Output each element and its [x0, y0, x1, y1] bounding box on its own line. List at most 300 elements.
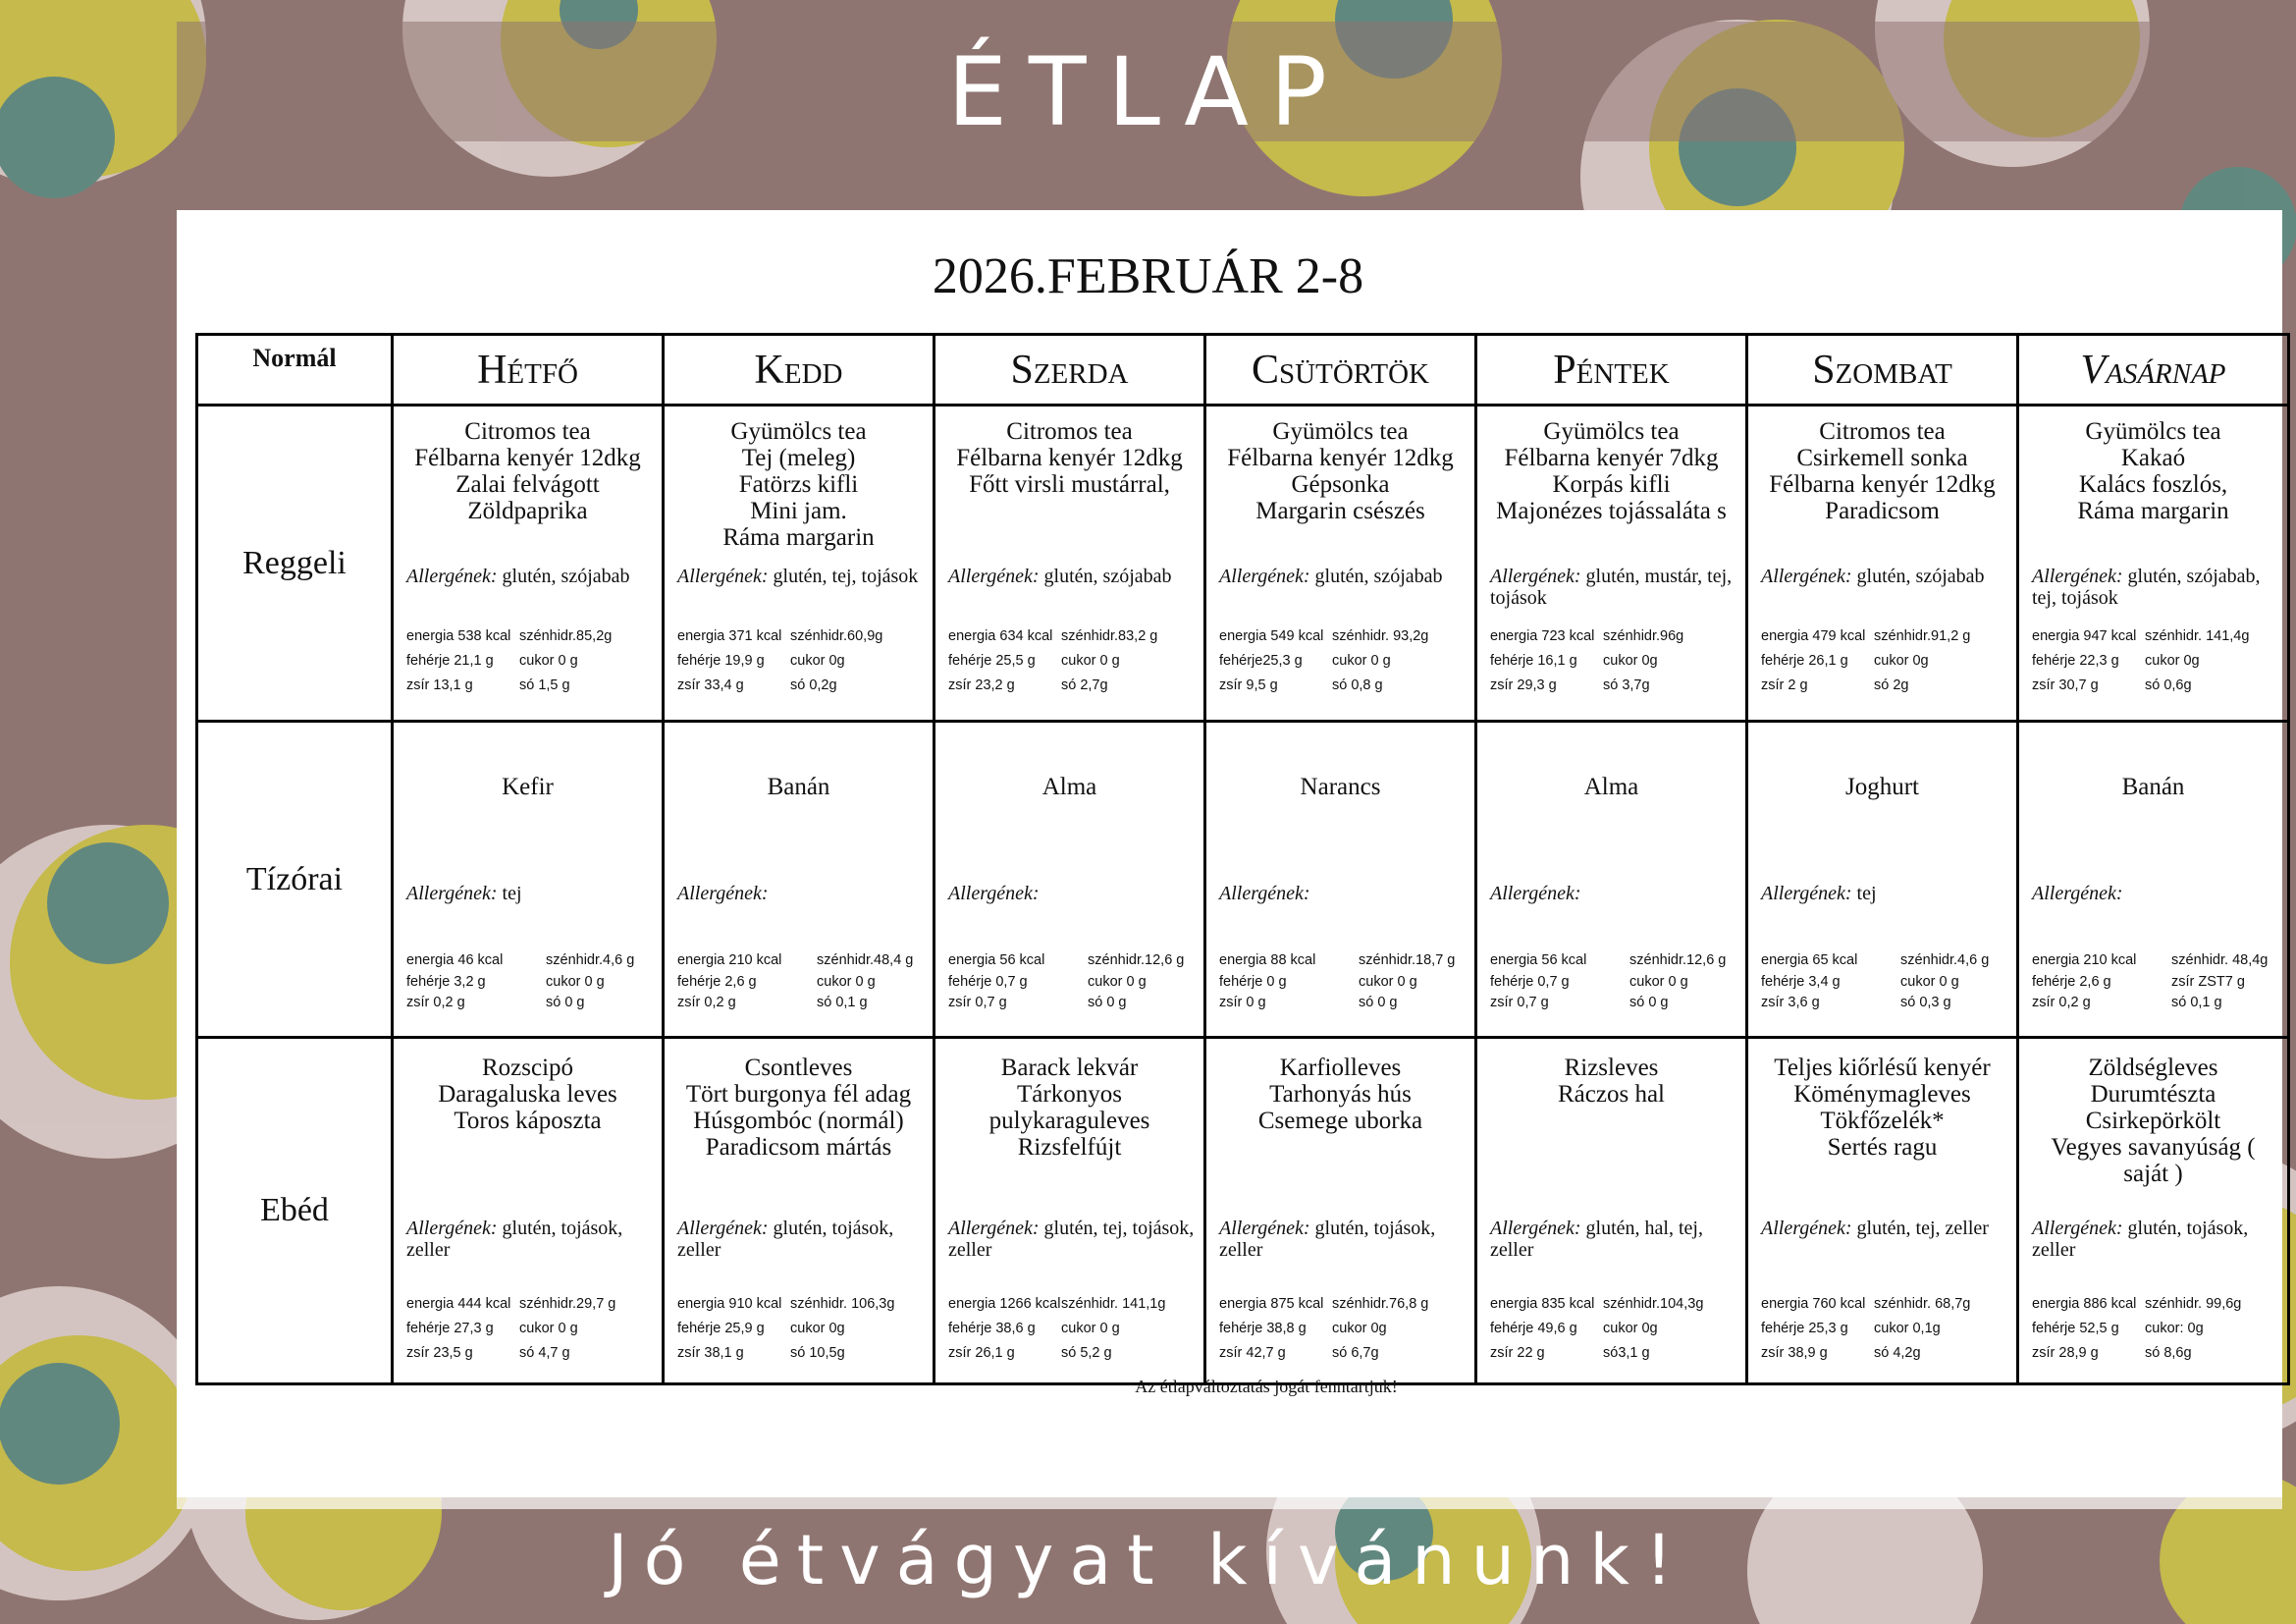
day-header: Kedd — [664, 335, 934, 406]
day-header: Szerda — [934, 335, 1205, 406]
nutrition-value: szénhidr.91,2 g — [1874, 628, 1971, 644]
food-item: Alma — [1041, 774, 1097, 800]
nutrition-value: zsír 0,2 g — [2032, 995, 2091, 1010]
food-item: Zöldségleves — [2088, 1055, 2218, 1081]
nutrition-value: fehérje 21,1 g — [406, 653, 494, 669]
meal-row-tizorai — [197, 722, 2289, 1038]
allergen-prefix: Allergének: — [2032, 1218, 2123, 1239]
day-header: Vasárnap — [2018, 335, 2289, 406]
nutrition-row — [1761, 1341, 2012, 1366]
nutrition-row — [948, 674, 1200, 698]
food-item: Főtt virsli mustárral, — [969, 471, 1170, 498]
menu-cell-content — [394, 406, 662, 720]
nutrition-row — [406, 624, 658, 649]
day-header: Hétfő — [393, 335, 664, 406]
food-item: Tárkonyos — [1017, 1081, 1122, 1108]
nutrition-row — [2032, 950, 2283, 972]
food-list — [665, 406, 933, 551]
nutrition-row — [948, 624, 1200, 649]
nutrition-value: fehérje 2,6 g — [677, 973, 757, 990]
food-item: Gyümölcs tea — [2085, 418, 2221, 445]
nutrition-table — [1490, 1292, 1741, 1366]
nutrition-row — [948, 1317, 1200, 1341]
menu-cell — [393, 722, 664, 1038]
food-item: Félbarna kenyér 12dkg — [1227, 445, 1454, 471]
corner-label: Normál — [197, 335, 393, 406]
nutrition-value: cukor 0 g — [817, 973, 876, 990]
nutrition-row — [1219, 624, 1470, 649]
menu-cell — [1205, 406, 1476, 722]
nutrition-row — [948, 1292, 1200, 1317]
allergen-line — [406, 1218, 656, 1261]
food-item: Narancs — [1300, 774, 1381, 800]
nutrition-row — [677, 674, 929, 698]
nutrition-row — [406, 972, 658, 994]
nutrition-value: cukor 0 g — [1900, 973, 1959, 990]
allergen-list: glutén, szójabab — [1856, 566, 1985, 587]
meal-label: Reggeli — [197, 406, 393, 722]
header-row — [197, 335, 2289, 406]
food-list — [1477, 406, 1745, 524]
allergen-prefix: Allergének: — [1761, 883, 1852, 904]
food-item: Durumtészta — [2090, 1081, 2216, 1108]
nutrition-value: zsír 38,9 g — [1761, 1345, 1828, 1361]
allergen-list: glutén, tojások, zeller — [1219, 1218, 1436, 1261]
nutrition-row — [1219, 1341, 1470, 1366]
menu-cell — [1747, 722, 2018, 1038]
nutrition-row — [1761, 649, 2012, 674]
menu-cell-content — [935, 1039, 1203, 1382]
food-item: Rozscipó — [481, 1055, 574, 1081]
nutrition-row — [406, 950, 658, 972]
nutrition-row — [406, 993, 658, 1014]
nutrition-value: fehérje 38,8 g — [1219, 1321, 1307, 1336]
nutrition-table — [406, 1292, 658, 1366]
nutrition-value: zsír 3,6 g — [1761, 995, 1820, 1010]
food-item: Ráma margarin — [722, 524, 875, 551]
food-item: Köménymagleves — [1793, 1081, 1971, 1108]
food-item: Csirkemell sonka — [1796, 445, 1968, 471]
nutrition-value: só 0,1 g — [817, 995, 868, 1010]
menu-cell-content — [1477, 406, 1745, 720]
food-list — [2019, 723, 2287, 800]
nutrition-table — [948, 950, 1200, 1014]
nutrition-value: szénhidr. 48,4g — [2171, 952, 2269, 968]
nutrition-value: zsír 0,2 g — [677, 995, 736, 1010]
nutrition-value: só 0,3 g — [1900, 995, 1951, 1010]
nutrition-value: szénhidr.4,6 g — [1900, 952, 1990, 968]
food-item: Rizsfelfújt — [1017, 1134, 1122, 1161]
food-list — [2019, 1039, 2287, 1187]
food-list — [1477, 723, 1745, 800]
nutrition-table — [677, 950, 929, 1014]
nutrition-value: cukor 0 g — [1061, 1321, 1120, 1336]
food-item: Karfiolleves — [1279, 1055, 1402, 1081]
nutrition-value: só3,1 g — [1603, 1345, 1650, 1361]
allergen-list: glutén, tojások, zeller — [677, 1218, 894, 1261]
allergen-line — [1219, 1218, 1468, 1261]
allergen-prefix: Allergének: — [1490, 1218, 1581, 1239]
nutrition-row — [677, 972, 929, 994]
nutrition-row — [1490, 1317, 1741, 1341]
allergen-prefix: Allergének: — [1490, 883, 1581, 904]
allergen-list: glutén, hal, tej, zeller — [1490, 1218, 1703, 1261]
nutrition-row — [406, 649, 658, 674]
nutrition-value: só 1,5 g — [519, 677, 570, 693]
nutrition-table — [1761, 950, 2012, 1014]
nutrition-value: só 0,8 g — [1332, 677, 1383, 693]
allergen-line — [2032, 566, 2281, 609]
allergen-prefix: Allergének: — [1219, 566, 1310, 587]
food-item: Kalács foszlós, — [2078, 471, 2228, 498]
nutrition-row — [1761, 624, 2012, 649]
menu-cell-content — [1206, 723, 1474, 1036]
nutrition-value: energia 886 kcal — [2032, 1296, 2137, 1312]
menu-cell — [664, 406, 934, 722]
menu-cell — [1747, 1038, 2018, 1384]
food-item: Gyümölcs tea — [1543, 418, 1680, 445]
nutrition-value: zsír 26,1 g — [948, 1345, 1015, 1361]
allergen-line — [677, 883, 927, 904]
allergen-line — [1761, 566, 2010, 587]
nutrition-table — [406, 624, 658, 698]
nutrition-value: szénhidr. 68,7g — [1874, 1296, 1971, 1312]
nutrition-row — [1490, 993, 1741, 1014]
nutrition-table — [1490, 624, 1741, 698]
nutrition-row — [948, 950, 1200, 972]
allergen-line — [1761, 1218, 2010, 1239]
nutrition-value: fehérje 0,7 g — [1490, 973, 1570, 990]
menu-cell — [2018, 406, 2289, 722]
menu-cell-content — [665, 723, 933, 1036]
menu-title: ÉTLAP — [947, 37, 1349, 147]
menu-cell — [664, 1038, 934, 1384]
nutrition-table — [1490, 950, 1741, 1014]
nutrition-value: só 2g — [1874, 677, 1909, 693]
food-list — [1748, 406, 2016, 524]
meal-row-ebed — [197, 1038, 2289, 1384]
food-item: Zalai felvágott — [455, 471, 600, 498]
menu-cell — [1476, 1038, 1747, 1384]
food-item: Citromos tea — [1819, 418, 1946, 445]
menu-cell-content — [1477, 1039, 1745, 1382]
nutrition-value: energia 479 kcal — [1761, 628, 1866, 644]
nutrition-value: só 6,7g — [1332, 1345, 1379, 1361]
allergen-list: glutén, szójabab — [502, 566, 630, 587]
nutrition-value: só 0,2g — [790, 677, 837, 693]
allergen-prefix: Allergének: — [1219, 1218, 1310, 1239]
food-item: Gyümölcs tea — [1272, 418, 1409, 445]
nutrition-value: fehérje 52,5 g — [2032, 1321, 2119, 1336]
menu-cell-content — [1477, 723, 1745, 1036]
nutrition-value: cukor 0g — [2145, 653, 2200, 669]
nutrition-value: fehérje 0 g — [1219, 973, 1287, 990]
nutrition-row — [677, 1341, 929, 1366]
nutrition-value: só 0,1 g — [2171, 995, 2222, 1010]
food-item: Félbarna kenyér 12dkg — [414, 445, 641, 471]
nutrition-row — [1490, 674, 1741, 698]
nutrition-row — [948, 649, 1200, 674]
menu-cell-content — [1206, 1039, 1474, 1382]
menu-cell — [2018, 722, 2289, 1038]
nutrition-value: fehérje 0,7 g — [948, 973, 1028, 990]
menu-table — [195, 333, 2290, 1385]
food-item: Tarhonyás hús — [1269, 1081, 1412, 1108]
nutrition-value: só 10,5g — [790, 1345, 845, 1361]
allergen-line — [677, 1218, 927, 1261]
food-list — [935, 406, 1203, 498]
nutrition-row — [1490, 649, 1741, 674]
menu-cell-content — [665, 1039, 933, 1382]
menu-cell-content — [394, 1039, 662, 1382]
food-item: Teljes kiőrlésű kenyér — [1774, 1055, 1991, 1081]
allergen-line — [1761, 883, 2010, 904]
allergen-prefix: Allergének: — [406, 566, 498, 587]
nutrition-value: zsír 0,7 g — [1490, 995, 1549, 1010]
food-item: Daragaluska leves — [438, 1081, 617, 1108]
nutrition-value: fehérje 3,2 g — [406, 973, 486, 990]
food-item: Tej (meleg) — [741, 445, 856, 471]
allergen-line — [1490, 1218, 1739, 1261]
day-header: Péntek — [1476, 335, 1747, 406]
allergen-list: glutén, szójabab — [1043, 566, 1172, 587]
food-list — [1206, 406, 1474, 524]
nutrition-table — [1761, 1292, 2012, 1366]
menu-cell-content — [2019, 406, 2287, 720]
nutrition-value: szénhidr.60,9g — [790, 628, 883, 644]
nutrition-value: zsír 29,3 g — [1490, 677, 1557, 693]
nutrition-row — [677, 624, 929, 649]
allergen-list: glutén, tej, tojások — [773, 566, 919, 587]
nutrition-value: zsír 23,5 g — [406, 1345, 473, 1361]
nutrition-row — [677, 1317, 929, 1341]
allergen-list: glutén, mustár, tej, tojások — [1490, 566, 1733, 609]
nutrition-value: só 0 g — [1359, 995, 1398, 1010]
nutrition-value: cukor 0g — [790, 1321, 845, 1336]
nutrition-value: zsír 38,1 g — [677, 1345, 744, 1361]
nutrition-value: zsír 30,7 g — [2032, 677, 2099, 693]
nutrition-row — [1490, 950, 1741, 972]
nutrition-table — [2032, 950, 2283, 1014]
allergen-list: tej — [502, 883, 522, 904]
allergen-prefix: Allergének: — [677, 1218, 769, 1239]
nutrition-value: zsír 0,7 g — [948, 995, 1007, 1010]
food-item: Paradicsom — [1825, 498, 1940, 524]
menu-cell-content — [935, 406, 1203, 720]
nutrition-table — [677, 1292, 929, 1366]
menu-cell-content — [394, 723, 662, 1036]
nutrition-row — [1490, 1341, 1741, 1366]
menu-cell-content — [665, 406, 933, 720]
menu-cell — [934, 722, 1205, 1038]
menu-cell — [934, 406, 1205, 722]
food-item: Kefir — [502, 774, 554, 800]
nutrition-value: energia 723 kcal — [1490, 628, 1595, 644]
food-list — [394, 1039, 662, 1134]
food-item: Ráczos hal — [1558, 1081, 1665, 1108]
nutrition-value: fehérje 25,9 g — [677, 1321, 765, 1336]
nutrition-value: fehérje 38,6 g — [948, 1321, 1036, 1336]
food-list — [665, 1039, 933, 1161]
allergen-line — [948, 883, 1198, 904]
allergen-line — [677, 566, 927, 587]
food-item: Toros káposzta — [454, 1108, 602, 1134]
allergen-list: glutén, szójabab — [1314, 566, 1443, 587]
nutrition-row — [2032, 649, 2283, 674]
nutrition-row — [677, 649, 929, 674]
nutrition-value: energia 210 kcal — [2032, 952, 2137, 968]
allergen-line — [406, 883, 656, 904]
allergen-line — [406, 566, 656, 587]
allergen-prefix: Allergének: — [948, 566, 1040, 587]
nutrition-value: energia 835 kcal — [1490, 1296, 1595, 1312]
food-item: Gépsonka — [1291, 471, 1390, 498]
nutrition-value: szénhidr.76,8 g — [1332, 1296, 1429, 1312]
allergen-list: glutén, tojások, zeller — [2032, 1218, 2249, 1261]
allergen-line — [1490, 566, 1739, 609]
nutrition-value: cukor 0,1g — [1874, 1321, 1941, 1336]
nutrition-row — [1761, 972, 2012, 994]
nutrition-value: szénhidr.104,3g — [1603, 1296, 1704, 1312]
nutrition-value: szénhidr.4,6 g — [546, 952, 635, 968]
allergen-list: glutén, tojások, zeller — [406, 1218, 623, 1261]
footer-banner: Jó étvágyat kívánunk! — [607, 1520, 1688, 1600]
food-list — [665, 723, 933, 800]
nutrition-value: energia 46 kcal — [406, 952, 504, 968]
nutrition-value: cukor 0g — [1332, 1321, 1387, 1336]
nutrition-value: zsír 23,2 g — [948, 677, 1015, 693]
food-item: Félbarna kenyér 7dkg — [1504, 445, 1719, 471]
food-item: Kakaó — [2120, 445, 2186, 471]
nutrition-value: zsír ZST7 g — [2171, 973, 2245, 990]
nutrition-value: fehérje 25,5 g — [948, 653, 1036, 669]
food-item: Barack lekvár — [1000, 1055, 1139, 1081]
nutrition-value: energia 444 kcal — [406, 1296, 511, 1312]
food-item: pulykaraguleves — [988, 1108, 1150, 1134]
nutrition-value: zsír 22 g — [1490, 1345, 1545, 1361]
nutrition-value: só 2,7g — [1061, 677, 1108, 693]
nutrition-value: energia 947 kcal — [2032, 628, 2137, 644]
menu-cell-content — [1748, 1039, 2016, 1382]
food-item: Banán — [2121, 774, 2185, 800]
nutrition-table — [1219, 1292, 1470, 1366]
allergen-line — [1490, 883, 1739, 904]
food-list — [1748, 723, 2016, 800]
nutrition-value: energia 538 kcal — [406, 628, 511, 644]
allergen-line — [948, 1218, 1198, 1261]
nutrition-table — [1219, 624, 1470, 698]
nutrition-value: energia 910 kcal — [677, 1296, 782, 1312]
nutrition-value: energia 875 kcal — [1219, 1296, 1324, 1312]
nutrition-row — [1219, 972, 1470, 994]
nutrition-table — [1761, 624, 2012, 698]
nutrition-value: energia 371 kcal — [677, 628, 782, 644]
nutrition-row — [1761, 674, 2012, 698]
nutrition-value: cukor 0 g — [1088, 973, 1147, 990]
food-item: Majonézes tojássaláta s — [1496, 498, 1727, 524]
nutrition-table — [406, 950, 658, 1014]
nutrition-value: zsír 13,1 g — [406, 677, 473, 693]
nutrition-value: fehérje25,3 g — [1219, 653, 1303, 669]
meal-row-reggeli — [197, 406, 2289, 722]
allergen-prefix: Allergének: — [1490, 566, 1581, 587]
nutrition-value: só 4,2g — [1874, 1345, 1921, 1361]
food-list — [1206, 1039, 1474, 1134]
menu-cell — [2018, 1038, 2289, 1384]
nutrition-value: energia 760 kcal — [1761, 1296, 1866, 1312]
food-item: Korpás kifli — [1552, 471, 1671, 498]
nutrition-value: szénhidr.96g — [1603, 628, 1684, 644]
nutrition-value: szénhidr.48,4 g — [817, 952, 914, 968]
nutrition-table — [2032, 1292, 2283, 1366]
nutrition-row — [2032, 1292, 2283, 1317]
nutrition-value: szénhidr.18,7 g — [1359, 952, 1456, 968]
nutrition-value: fehérje 2,6 g — [2032, 973, 2111, 990]
nutrition-row — [2032, 624, 2283, 649]
nutrition-table — [1219, 950, 1470, 1014]
nutrition-row — [406, 1317, 658, 1341]
nutrition-value: só 8,6g — [2145, 1345, 2192, 1361]
allergen-prefix: Allergének: — [1761, 1218, 1852, 1239]
nutrition-row — [1490, 972, 1741, 994]
nutrition-row — [1761, 1292, 2012, 1317]
food-list — [1206, 723, 1474, 800]
menu-cell — [664, 722, 934, 1038]
nutrition-value: energia 88 kcal — [1219, 952, 1316, 968]
nutrition-value: energia 634 kcal — [948, 628, 1053, 644]
food-item: Húsgombóc (normál) — [693, 1108, 904, 1134]
nutrition-table — [948, 624, 1200, 698]
day-header: Csütörtök — [1205, 335, 1476, 406]
nutrition-value: zsír 0 g — [1219, 995, 1266, 1010]
food-item: Csemege uborka — [1257, 1108, 1423, 1134]
nutrition-value: cukor 0 g — [1332, 653, 1391, 669]
menu-cell — [1747, 406, 2018, 722]
nutrition-value: cukor 0g — [790, 653, 845, 669]
nutrition-row — [2032, 674, 2283, 698]
nutrition-value: zsír 2 g — [1761, 677, 1808, 693]
menu-cell — [1205, 1038, 1476, 1384]
menu-cell-content — [1748, 406, 2016, 720]
nutrition-row — [948, 993, 1200, 1014]
allergen-list: tej — [1856, 883, 1877, 904]
nutrition-value: energia 1266 kcal — [948, 1296, 1061, 1312]
nutrition-value: szénhidr. 106,3g — [790, 1296, 895, 1312]
food-item: Fatörzs kifli — [738, 471, 859, 498]
nutrition-row — [1219, 1292, 1470, 1317]
allergen-prefix: Allergének: — [1761, 566, 1852, 587]
nutrition-row — [948, 972, 1200, 994]
nutrition-value: fehérje 25,3 g — [1761, 1321, 1848, 1336]
nutrition-value: cukor 0g — [1603, 653, 1658, 669]
meal-label: Ebéd — [197, 1038, 393, 1384]
nutrition-row — [406, 1292, 658, 1317]
allergen-prefix: Allergének: — [1219, 883, 1310, 904]
nutrition-row — [1490, 624, 1741, 649]
nutrition-value: zsír 0,2 g — [406, 995, 465, 1010]
nutrition-value: fehérje 22,3 g — [2032, 653, 2119, 669]
nutrition-value: fehérje 27,3 g — [406, 1321, 494, 1336]
nutrition-row — [677, 993, 929, 1014]
date-range: 2026.FEBRUÁR 2-8 — [932, 248, 1364, 304]
food-list — [394, 723, 662, 800]
nutrition-value: cukor: 0g — [2145, 1321, 2204, 1336]
allergen-prefix: Allergének: — [948, 1218, 1040, 1239]
nutrition-row — [1219, 649, 1470, 674]
nutrition-value: szénhidr.12,6 g — [1629, 952, 1727, 968]
allergen-list: glutén, tej, tojások, zeller — [948, 1218, 1195, 1261]
food-item: Vegyes savanyúság ( — [2051, 1134, 2256, 1161]
